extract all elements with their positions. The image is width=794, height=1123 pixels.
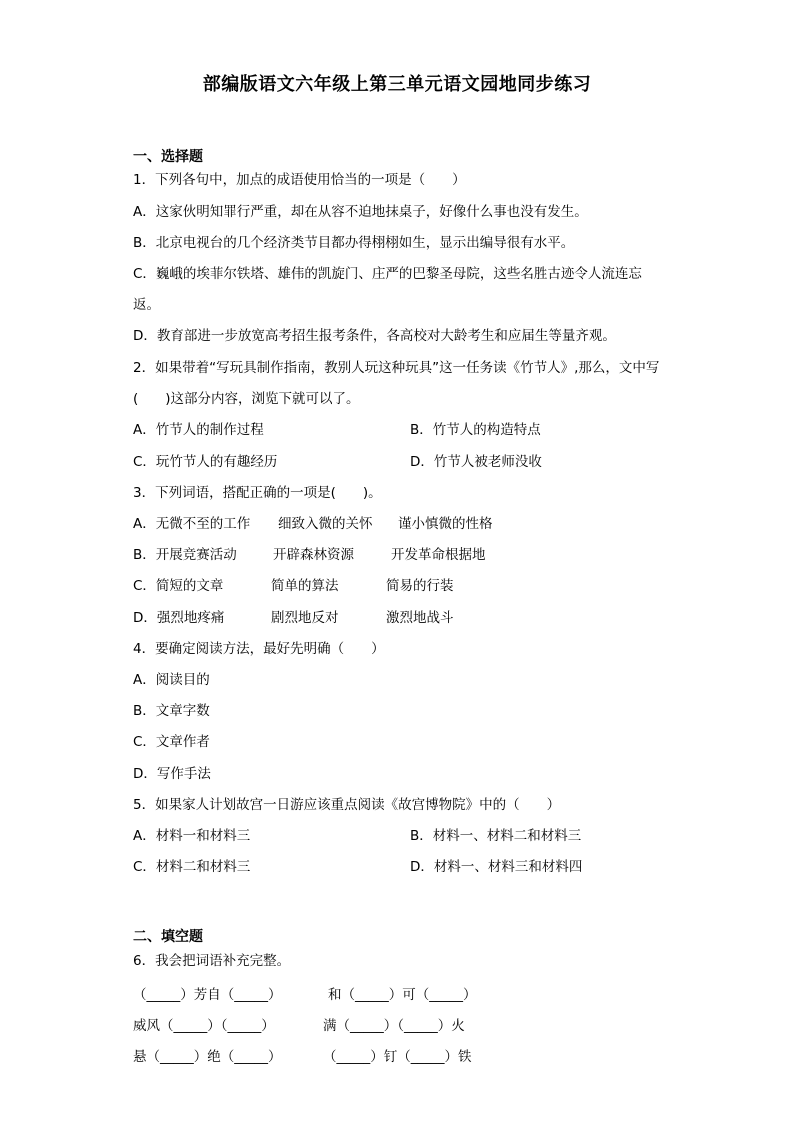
fill-blank-item: （_____）芳自（_____） bbox=[133, 987, 282, 1003]
question-5-option-d: D．材料一、材料三和材料四 bbox=[410, 859, 583, 875]
option-phrase: 谨小慎微的性格 bbox=[398, 516, 493, 532]
question-4-stem: 4．要确定阅读方法，最好先明确（ ） bbox=[133, 641, 385, 657]
page-title: 部编版语文六年级上第三单元语文园地同步练习 bbox=[202, 74, 592, 95]
question-3-option-b bbox=[133, 545, 486, 565]
option-phrase: 细致入微的关怀 bbox=[278, 516, 373, 532]
question-2-option-d: D．竹节人被老师没收 bbox=[410, 454, 542, 470]
question-2-option-b: B．竹节人的构造特点 bbox=[410, 422, 541, 438]
question-5-option-b: B．材料一、材料二和材料三 bbox=[410, 828, 582, 844]
question-4-option-a: A．阅读目的 bbox=[133, 672, 210, 688]
question-1-option-c-cont: 返。 bbox=[133, 297, 160, 313]
question-3-option-a bbox=[133, 514, 493, 534]
question-1-option-c: C．巍峨的埃菲尔铁塔、雄伟的凯旋门、庄严的巴黎圣母院，这些名胜古迹令人流连忘 bbox=[133, 266, 642, 282]
option-phrase: 开辟森林资源 bbox=[273, 547, 354, 563]
option-phrase: 激烈地战斗 bbox=[386, 610, 454, 626]
question-4-option-d: D．写作手法 bbox=[133, 766, 211, 782]
option-phrase: 简单的算法 bbox=[271, 578, 339, 594]
option-phrase: D．强烈地疼痛 bbox=[133, 610, 225, 626]
option-phrase: B．开展竞赛活动 bbox=[133, 547, 237, 563]
question-1-option-b: B．北京电视台的几个经济类节目都办得栩栩如生，显示出编导很有水平。 bbox=[133, 235, 575, 251]
question-1-option-d: D．教育部进一步放宽高考招生报考条件，各高校对大龄考生和应届生等量齐观。 bbox=[133, 328, 616, 344]
section-heading-fill: 二、填空题 bbox=[133, 929, 203, 945]
section-heading-choice: 一、选择题 bbox=[133, 149, 203, 165]
question-2-stem-line2: ( )这部分内容，浏览下就可以了。 bbox=[133, 391, 360, 407]
option-phrase: 开发革命根据地 bbox=[391, 547, 486, 563]
question-6-stem: 6．我会把词语补充完整。 bbox=[133, 953, 291, 969]
fill-blank-item: 满（_____）（_____）火 bbox=[323, 1018, 465, 1034]
fill-blank-item: 悬（_____）绝（_____） bbox=[133, 1049, 282, 1065]
question-3-option-c bbox=[133, 576, 454, 596]
fill-blank-item: 威风（_____）（_____） bbox=[133, 1018, 275, 1034]
question-5-stem: 5．如果家人计划故宫一日游应该重点阅读《故宫博物院》中的（ ） bbox=[133, 797, 561, 813]
question-2-option-a: A．竹节人的制作过程 bbox=[133, 422, 264, 438]
option-phrase: 剧烈地反对 bbox=[271, 610, 339, 626]
question-4-option-b: B．文章字数 bbox=[133, 703, 210, 719]
option-phrase: 简易的行装 bbox=[386, 578, 454, 594]
question-3-stem: 3．下列词语，搭配正确的一项是( )。 bbox=[133, 485, 382, 501]
option-phrase: A．无微不至的工作 bbox=[133, 516, 251, 532]
question-1-stem: 1．下列各句中，加点的成语使用恰当的一项是（ ） bbox=[133, 172, 466, 188]
fill-blank-item: （_____）钉（_____）铁 bbox=[323, 1049, 472, 1065]
question-5-option-c: C．材料二和材料三 bbox=[133, 859, 251, 875]
question-1-option-a: A．这家伙明知罪行严重，却在从容不迫地抹桌子，好像什么事也没有发生。 bbox=[133, 204, 588, 220]
option-phrase: C．简短的文章 bbox=[133, 578, 224, 594]
question-5-option-a: A．材料一和材料三 bbox=[133, 828, 251, 844]
fill-blank-item: 和（_____）可（_____） bbox=[328, 987, 477, 1003]
question-3-option-d bbox=[133, 608, 454, 628]
question-2-option-c: C．玩竹节人的有趣经历 bbox=[133, 454, 278, 470]
question-2-stem-line1: 2．如果带着“写玩具制作指南，教别人玩这种玩具”这一任务读《竹节人》,那么，文中写 bbox=[133, 360, 660, 376]
question-4-option-c: C．文章作者 bbox=[133, 734, 210, 750]
